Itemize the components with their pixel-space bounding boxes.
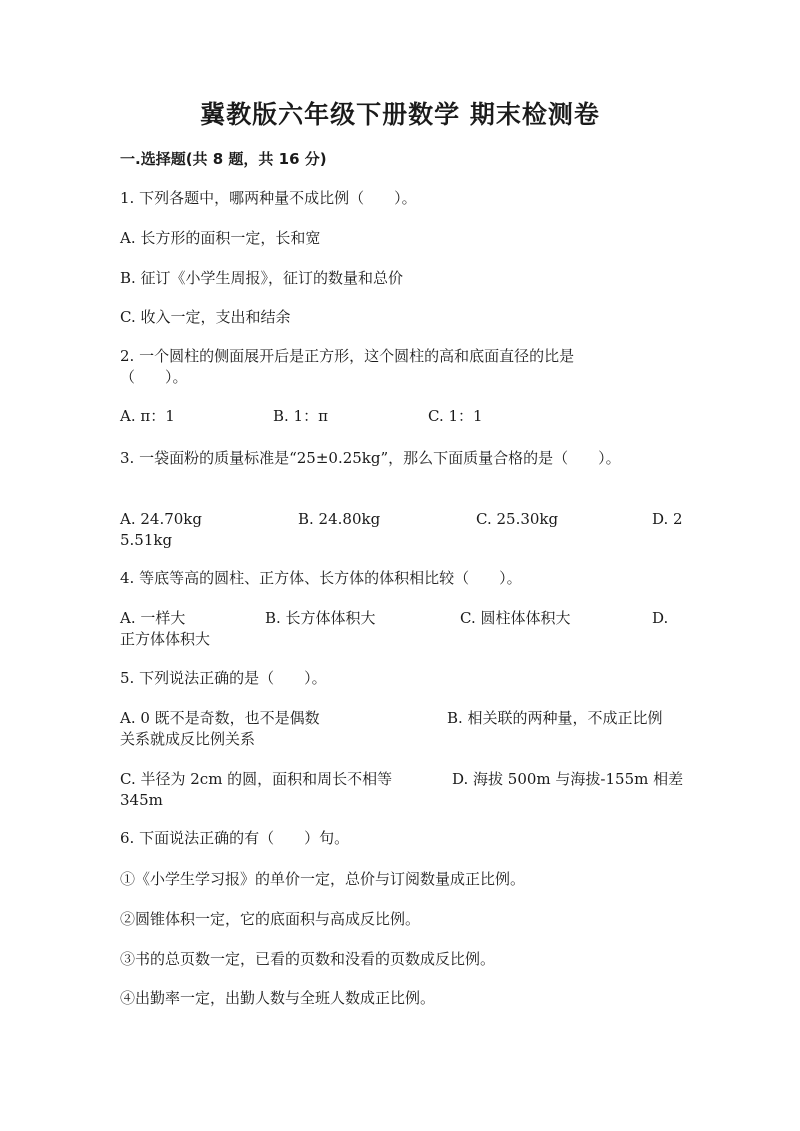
question-3-option-c: C. 25.30kg xyxy=(476,510,559,528)
question-3-option-d-continued: 5.51kg xyxy=(120,531,173,549)
question-5-option-c: C. 半径为 2cm 的圆，面积和周长不相等 xyxy=(120,770,393,788)
question-4-option-d: D. xyxy=(652,609,669,627)
question-5-option-a: A. 0 既不是奇数，也不是偶数 xyxy=(120,709,320,727)
question-3-option-b: B. 24.80kg xyxy=(298,510,381,528)
question-4-option-a: A. 一样大 xyxy=(120,609,186,627)
question-6-statement-2: ②圆锥体积一定，它的底面积与高成反比例。 xyxy=(120,910,421,928)
question-6-stem: 6. 下面说法正确的有（ ）句。 xyxy=(120,829,350,847)
page-title: 冀教版六年级下册数学 期末检测卷 xyxy=(200,100,600,129)
question-5-stem: 5. 下列说法正确的是（ ）。 xyxy=(120,669,327,687)
question-6-statement-4: ④出勤率一定，出勤人数与全班人数成正比例。 xyxy=(120,989,436,1007)
question-5-option-d: D. 海拔 500m 与海拔-155m 相差 xyxy=(452,770,684,788)
question-3-option-a: A. 24.70kg xyxy=(120,510,203,528)
question-2-stem: 2. 一个圆柱的侧面展开后是正方形，这个圆柱的高和底面直径的比是 xyxy=(120,347,575,365)
section-heading: 一.选择题(共 8 题，共 16 分) xyxy=(120,150,327,168)
question-5-option-b: B. 相关联的两种量，不成正比例 xyxy=(447,709,663,727)
question-2-option-c: C. 1：1 xyxy=(428,407,483,425)
question-5-option-d-continued: 345m xyxy=(120,791,163,809)
question-2-stem-continued: （ ）。 xyxy=(120,368,188,386)
question-2-option-a: A. π：1 xyxy=(120,407,175,425)
question-5-option-b-continued: 关系就成反比例关系 xyxy=(120,730,256,748)
question-1-stem: 1. 下列各题中，哪两种量不成比例（ ）。 xyxy=(120,189,417,207)
question-6-statement-1: ①《小学生学习报》的单价一定，总价与订阅数量成正比例。 xyxy=(120,870,526,888)
question-4-option-b: B. 长方体体积大 xyxy=(265,609,376,627)
question-1-option-a: A. 长方形的面积一定，长和宽 xyxy=(120,229,321,247)
question-4-option-d-continued: 正方体体积大 xyxy=(120,630,211,648)
question-1-option-b: B. 征订《小学生周报》，征订的数量和总价 xyxy=(120,269,404,287)
question-3-stem: 3. 一袋面粉的质量标准是“25±0.25kg”，那么下面质量合格的是（ ）。 xyxy=(120,449,621,467)
question-1-option-c: C. 收入一定，支出和结余 xyxy=(120,308,291,326)
question-4-stem: 4. 等底等高的圆柱、正方体、长方体的体积相比较（ ）。 xyxy=(120,569,522,587)
question-2-option-b: B. 1：π xyxy=(273,407,328,425)
question-3-option-d: D. 2 xyxy=(652,510,683,528)
question-6-statement-3: ③书的总页数一定，已看的页数和没看的页数成反比例。 xyxy=(120,950,496,968)
question-4-option-c: C. 圆柱体体积大 xyxy=(460,609,571,627)
